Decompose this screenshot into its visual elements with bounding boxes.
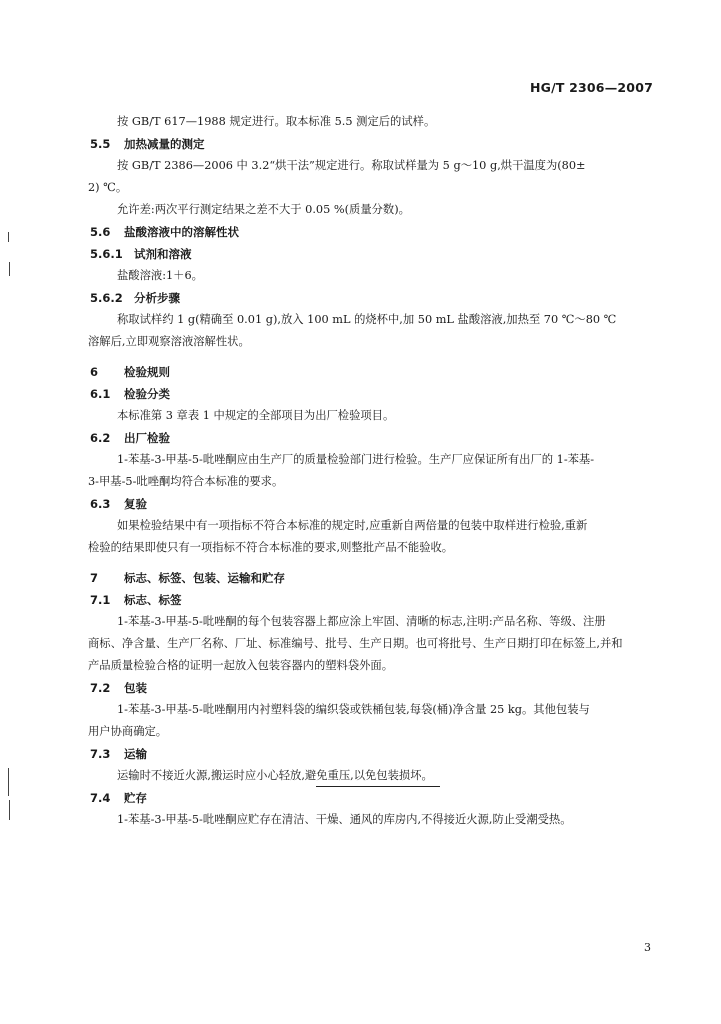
heading-number: 7.1 [90,593,111,607]
heading-title: 贮存 [124,791,147,805]
document-body [90,111,660,831]
heading-title: 出厂检验 [124,431,170,445]
paragraph-line: 盐酸溶液:1＋6。 [117,269,203,282]
subsection-heading [90,243,660,265]
section-heading [90,133,660,155]
section-heading [90,787,660,809]
section-heading [90,743,660,765]
heading-number: 6.2 [90,431,111,445]
scan-artifact-mark [8,232,9,242]
scan-artifact-mark [9,800,10,820]
subsection-heading [90,287,660,309]
paragraph-continuation-line: 2) ℃。 [88,181,128,194]
paragraph-line: 按 GB/T 2386—2006 中 3.2“烘干法”规定进行。称取试样量为 5 g～10 g,烘干温度为(80± [117,159,586,172]
paragraph-line: 按 GB/T 617—1988 规定进行。取本标准 5.5 测定后的试样。 [117,115,436,128]
heading-number: 7.2 [90,681,111,695]
section-heading [90,493,660,515]
end-of-text-rule [316,786,440,787]
section-heading [90,427,660,449]
heading-number: 7.4 [90,791,111,805]
heading-number: 5.6.1 [90,247,123,261]
chapter-spacing [90,353,660,361]
paragraph-line: 允许差:两次平行测定结果之差不大于 0.05 %(质量分数)。 [117,203,410,216]
heading-title: 分析步骤 [134,291,180,305]
heading-number: 5.6.2 [90,291,123,305]
heading-number: 6 [90,365,99,379]
paragraph-continuation-line: 检验的结果即使只有一项指标不符合本标准的要求,则整批产品不能验收。 [88,541,454,554]
paragraph-line: 称取试样约 1 g(精确至 0.01 g),放入 100 mL 的烧杯中,加 50 mL 盐酸溶液,加热至 70 ℃～80 ℃ [117,313,617,326]
document-code-header: HG/T 2306—2007 [529,80,653,95]
paragraph-line: 1-苯基-3-甲基-5-吡唑酮用内衬塑料袋的编织袋或铁桶包装,每袋(桶)净含量 25 kg。其他包装与 [117,703,590,716]
section-heading [90,677,660,699]
paragraph-line: 1-苯基-3-甲基-5-吡唑酮的每个包装容器上都应涂上牢固、清晰的标志,注明:产品名称、等级、注册 [117,615,606,628]
heading-title: 标志、标签、包装、运输和贮存 [124,571,285,585]
chapter-heading [90,361,660,383]
heading-number: 7 [90,571,99,585]
paragraph-continuation-line: 产品质量检验合格的证明一起放入包装容器内的塑料袋外面。 [88,659,394,672]
paragraph-continuation-line: 溶解后,立即观察溶液溶解性状。 [88,335,250,348]
paragraph-line: 1-苯基-3-甲基-5-吡唑酮应由生产厂的质量检验部门进行检验。生产厂应保证所有出厂的 1-苯基- [117,453,595,466]
scan-artifact-mark [9,262,10,276]
heading-title: 运输 [124,747,147,761]
heading-title: 试剂和溶液 [134,247,192,261]
heading-title: 检验分类 [124,387,170,401]
heading-number: 6.1 [90,387,111,401]
heading-title: 复验 [124,497,147,511]
heading-number: 6.3 [90,497,111,511]
paragraph-continuation-line: 商标、净含量、生产厂名称、厂址、标准编号、批号、生产日期。也可将批号、生产日期打印在标签上,并和 [88,637,623,650]
section-heading [90,221,660,243]
heading-title: 标志、标签 [124,593,182,607]
paragraph-continuation-line: 用户协商确定。 [88,725,168,738]
paragraph-continuation-line: 3-甲基-5-吡唑酮均符合本标准的要求。 [88,475,284,488]
paragraph-line: 运输时不接近火源,搬运时应小心轻放,避免重压,以免包装损坏。 [117,769,433,782]
heading-title: 加热减量的测定 [124,137,205,151]
chapter-spacing [90,559,660,567]
heading-title: 包装 [124,681,147,695]
section-heading [90,383,660,405]
heading-title: 盐酸溶液中的溶解性状 [124,225,239,239]
chapter-heading [90,567,660,589]
heading-number: 7.3 [90,747,111,761]
paragraph-line: 1-苯基-3-甲基-5-吡唑酮应贮存在清洁、干燥、通风的库房内,不得接近火源,防止受潮受热。 [117,813,572,826]
paragraph-line: 如果检验结果中有一项指标不符合本标准的规定时,应重新自两倍量的包装中取样进行检验,重新 [117,519,588,532]
page-number: 3 [644,941,651,954]
heading-title: 检验规则 [124,365,170,379]
heading-number: 5.5 [90,137,111,151]
paragraph-line: 本标准第 3 章表 1 中规定的全部项目为出厂检验项目。 [117,409,395,422]
section-heading [90,589,660,611]
heading-number: 5.6 [90,225,111,239]
scan-artifact-mark [8,768,9,796]
